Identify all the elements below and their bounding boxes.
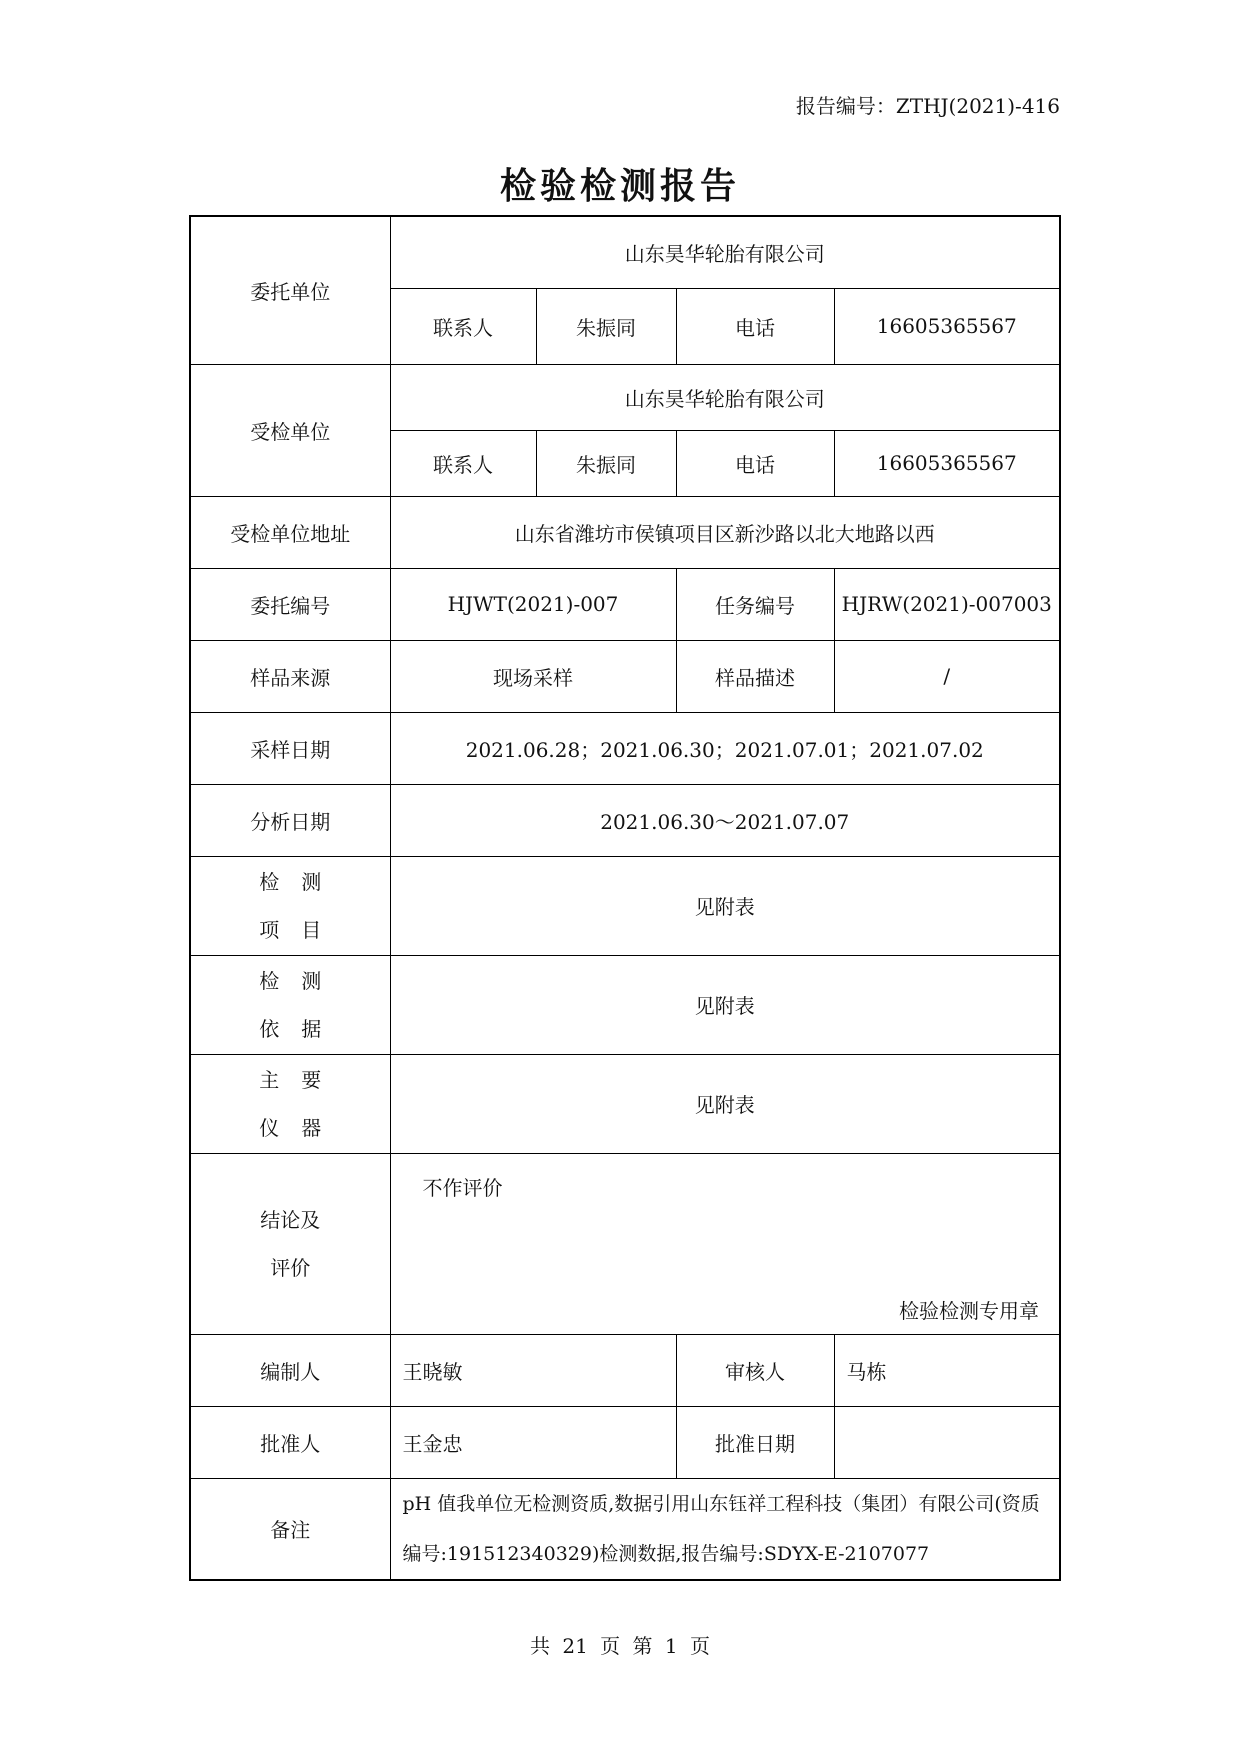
address-value: 山东省潍坊市侯镇项目区新沙路以北大地路以西 bbox=[390, 496, 1060, 568]
client-contact: 朱振同 bbox=[536, 288, 676, 364]
table-row bbox=[190, 1334, 1060, 1406]
instruments-label-line1: 主要 bbox=[259, 1067, 344, 1092]
sample-source-value: 现场采样 bbox=[390, 640, 676, 712]
table-row bbox=[190, 1153, 1060, 1334]
remark-value: pH 值我单位无检测资质,数据引用山东钰祥工程科技（集团）有限公司(资质编号:191512340329)检测数据,报告编号:SDYX-E-2107077 bbox=[390, 1478, 1060, 1580]
table-row bbox=[190, 712, 1060, 784]
inspected-contact: 朱振同 bbox=[536, 430, 676, 496]
items-label-line1: 检测 bbox=[259, 869, 344, 894]
analysis-date-value: 2021.06.30～2021.07.07 bbox=[390, 784, 1060, 856]
table-row bbox=[190, 1478, 1060, 1580]
inspected-label: 受检单位 bbox=[190, 364, 390, 496]
table-row bbox=[190, 856, 1060, 955]
conclusion-label bbox=[190, 1153, 390, 1334]
task-value: HJRW(2021)-007003 bbox=[834, 568, 1060, 640]
inspected-contact-label: 联系人 bbox=[390, 430, 536, 496]
basis-label bbox=[190, 955, 390, 1054]
client-contact-label: 联系人 bbox=[390, 288, 536, 364]
inspected-phone-label: 电话 bbox=[676, 430, 834, 496]
inspected-phone: 16605365567 bbox=[834, 430, 1060, 496]
sampling-date-value: 2021.06.28；2021.06.30；2021.07.01；2021.07.02 bbox=[390, 712, 1060, 784]
table-row bbox=[190, 568, 1060, 640]
table-row bbox=[190, 496, 1060, 568]
basis-label-line2: 依据 bbox=[259, 1016, 344, 1041]
commission-value: HJWT(2021)-007 bbox=[390, 568, 676, 640]
table-row bbox=[190, 1406, 1060, 1478]
address-label: 受检单位地址 bbox=[190, 496, 390, 568]
task-label: 任务编号 bbox=[676, 568, 834, 640]
instruments-label bbox=[190, 1054, 390, 1153]
approve-date-label: 批准日期 bbox=[676, 1406, 834, 1478]
instruments-value: 见附表 bbox=[390, 1054, 1060, 1153]
sample-source-label: 样品来源 bbox=[190, 640, 390, 712]
sampling-date-label: 采样日期 bbox=[190, 712, 390, 784]
table-row bbox=[190, 955, 1060, 1054]
conclusion-text: 不作评价 bbox=[422, 1175, 503, 1200]
client-label: 委托单位 bbox=[190, 216, 390, 364]
approver-label: 批准人 bbox=[190, 1406, 390, 1478]
page-title: 检验检测报告 bbox=[499, 166, 740, 207]
reviewer-label: 审核人 bbox=[676, 1334, 834, 1406]
instruments-label-line2: 仪器 bbox=[259, 1115, 344, 1140]
reviewer-name: 马栋 bbox=[834, 1334, 1060, 1406]
sample-desc-label: 样品描述 bbox=[676, 640, 834, 712]
table-row bbox=[190, 1054, 1060, 1153]
table-row bbox=[190, 216, 1060, 288]
client-phone-label: 电话 bbox=[676, 288, 834, 364]
sample-desc-value: / bbox=[834, 640, 1060, 712]
compiler-name: 王晓敏 bbox=[390, 1334, 676, 1406]
analysis-date-label: 分析日期 bbox=[190, 784, 390, 856]
table-row bbox=[190, 640, 1060, 712]
basis-value: 见附表 bbox=[390, 955, 1060, 1054]
seal-text: 检验检测专用章 bbox=[899, 1298, 1039, 1323]
items-label-line2: 项目 bbox=[259, 917, 344, 942]
basis-label-line1: 检测 bbox=[259, 968, 344, 993]
inspected-name: 山东昊华轮胎有限公司 bbox=[390, 364, 1060, 430]
conclusion-label-line1: 结论及 bbox=[260, 1207, 321, 1232]
conclusion-cell bbox=[390, 1153, 1060, 1334]
conclusion-label-line2: 评价 bbox=[270, 1255, 311, 1280]
client-name: 山东昊华轮胎有限公司 bbox=[390, 216, 1060, 288]
remark-label: 备注 bbox=[190, 1478, 390, 1580]
table-row bbox=[190, 784, 1060, 856]
page-number: 共 21 页 第 1 页 bbox=[530, 1634, 710, 1658]
report-number: 报告编号：ZTHJ(2021)-416 bbox=[795, 94, 1060, 118]
compiler-label: 编制人 bbox=[190, 1334, 390, 1406]
items-value: 见附表 bbox=[390, 856, 1060, 955]
approve-date-value bbox=[834, 1406, 1060, 1478]
commission-label: 委托编号 bbox=[190, 568, 390, 640]
report-table bbox=[189, 215, 1061, 1581]
table-row bbox=[190, 364, 1060, 430]
items-label bbox=[190, 856, 390, 955]
client-phone: 16605365567 bbox=[834, 288, 1060, 364]
approver-name: 王金忠 bbox=[390, 1406, 676, 1478]
